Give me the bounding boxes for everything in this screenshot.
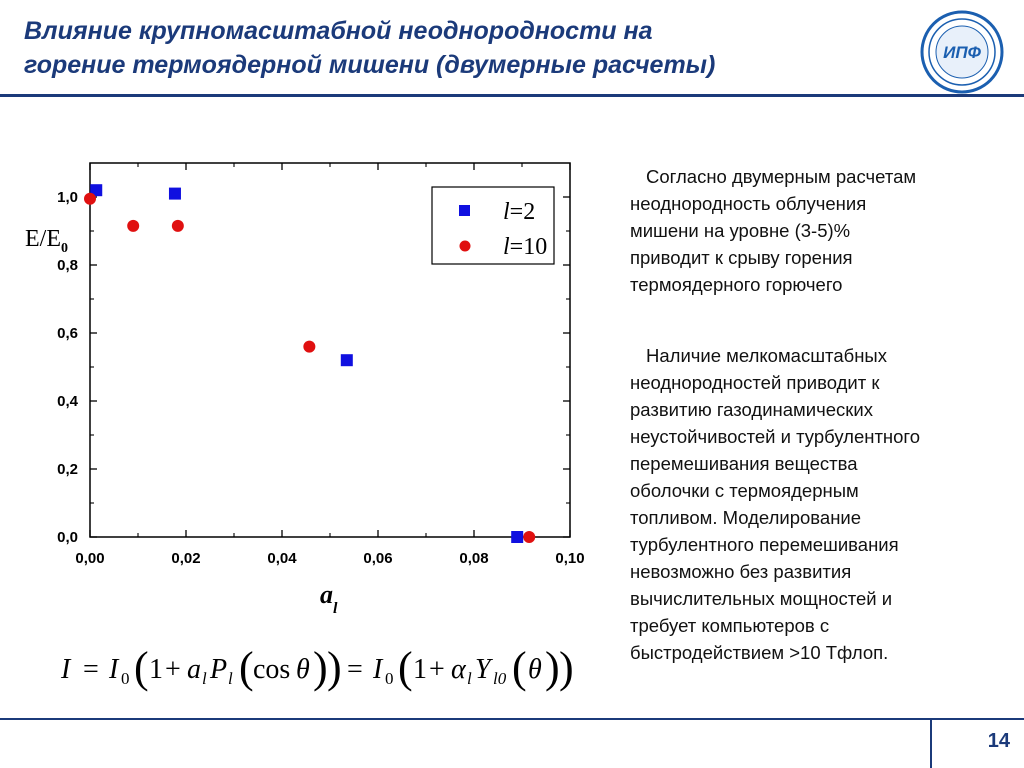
paragraph2-line: перемешивания вещества — [630, 453, 858, 474]
data-point-circle — [127, 220, 139, 232]
y-tick-label: 0,8 — [57, 257, 78, 274]
y-tick-label: 0,0 — [57, 529, 78, 546]
institute-logo-icon — [920, 10, 1004, 94]
paragraph2-line: невозможно без развития — [630, 561, 852, 582]
y-tick-label: 0,4 — [57, 393, 78, 410]
paragraph1-line: мишени на уровне (3-5)% — [630, 220, 851, 241]
formula-theta-2: θ — [528, 654, 542, 685]
formula-alpha: α — [451, 654, 466, 685]
formula-plus: + — [165, 654, 181, 685]
legend-entry-2 — [503, 234, 547, 260]
title-line-2: горение термоядерной мишени (двумерные расчеты) — [24, 51, 716, 79]
formula-one-2: 1 — [413, 654, 427, 685]
data-point-circle — [303, 341, 315, 353]
x-tick-label: 0,06 — [363, 550, 393, 567]
y-tick-label: 0,2 — [57, 461, 78, 478]
formula-P-sub: l — [228, 669, 233, 688]
formula-paren-open-2: ( — [239, 643, 254, 692]
y-axis-label — [25, 226, 68, 256]
legend-entry-2-rest: =10 — [509, 234, 548, 260]
paragraph-burning-disruption — [630, 163, 1000, 298]
data-point-circle — [84, 193, 96, 205]
title-line-1: Влияние крупномасштабной неоднородности на — [24, 17, 653, 45]
formula-paren-close-1: ) — [327, 643, 342, 692]
paragraph2-line: турбулентного перемешивания — [630, 534, 899, 555]
footer-vertical-divider — [930, 718, 932, 768]
data-point-circle — [172, 220, 184, 232]
scatter-chart — [0, 130, 600, 630]
paragraph2-line: неустойчивостей и турбулентного — [630, 426, 921, 447]
legend-entry-1-rest: =2 — [509, 199, 536, 225]
header-divider — [0, 94, 1024, 97]
formula-a-sub: l — [202, 669, 207, 688]
legend — [432, 187, 554, 264]
formula-P: P — [210, 654, 228, 685]
formula-Y: Y — [475, 654, 491, 685]
paragraph2-line: неоднородностей приводит к — [630, 372, 880, 393]
slide-title — [24, 14, 884, 82]
paragraph2-line: Наличие мелкомасштабных — [646, 345, 887, 366]
formula-paren-open-1: ( — [134, 643, 149, 692]
x-tick-label: 0,10 — [555, 550, 585, 567]
x-tick-label: 0,08 — [459, 550, 489, 567]
x-axis-label-main: a — [320, 580, 333, 609]
formula-paren-close-2: ) — [313, 643, 328, 692]
legend-entry-1 — [503, 199, 535, 225]
paragraph2-line: развитию газодинамических — [630, 399, 873, 420]
formula-paren-open-4: ( — [512, 643, 527, 692]
data-point-square — [169, 188, 181, 200]
paragraph1-line: Согласно двумерным расчетам — [646, 166, 917, 187]
formula-alpha-sub: l — [467, 669, 472, 688]
formula-paren-open-3: ( — [398, 643, 413, 692]
data-point-square — [341, 354, 353, 366]
formula-a: a — [187, 654, 201, 685]
legend-marker-circle — [460, 241, 471, 252]
paragraph2-line: вычислительных мощностей и — [630, 588, 893, 609]
legend-entry-2-var: l — [503, 234, 510, 260]
y-axis-label-sub: 0 — [61, 241, 68, 256]
x-tick-label: 0,04 — [267, 550, 297, 567]
x-axis-label — [320, 580, 338, 617]
formula-cos: cos — [253, 654, 291, 685]
paragraph2-line: топливом. Моделирование — [630, 507, 862, 528]
formula-eq-2: = — [347, 654, 363, 685]
page-number: 14 — [987, 730, 1010, 752]
paragraph1-line: приводит к срыву горения — [630, 247, 853, 268]
formula-sub0: 0 — [121, 669, 130, 688]
formula-sub0-2: 0 — [385, 669, 394, 688]
paragraph2-line: оболочки с термоядерным — [630, 480, 859, 501]
formula-I0-2: I — [373, 654, 383, 685]
formula-lhs: I — [61, 654, 71, 685]
data-point-circle — [523, 531, 535, 543]
paragraph1-line: неоднородность облучения — [630, 193, 867, 214]
paragraph1-line: термоядерного горючего — [630, 274, 843, 295]
x-tick-label: 0,02 — [171, 550, 201, 567]
formula-eq-1: = — [83, 654, 99, 685]
formula-plus-2: + — [429, 654, 445, 685]
legend-marker-square — [459, 205, 470, 216]
paragraph-turbulent-mixing — [630, 342, 1000, 666]
formula-theta-1: θ — [296, 654, 310, 685]
footer-divider — [0, 718, 1024, 720]
y-tick-label: 0,6 — [57, 325, 78, 342]
intensity-formula — [55, 640, 585, 700]
paragraph2-line: быстродействием >10 Тфлоп. — [630, 642, 889, 663]
legend-entry-1-var: l — [503, 199, 510, 225]
x-axis-label-sub: l — [333, 600, 338, 617]
formula-one: 1 — [149, 654, 163, 685]
paragraph2-line: требует компьютеров с — [630, 615, 830, 636]
y-axis-label-main: E/E — [25, 226, 61, 252]
logo-text: ИПФ — [943, 43, 981, 62]
x-tick-label: 0,00 — [75, 550, 105, 567]
y-tick-label: 1,0 — [57, 189, 78, 206]
data-point-square — [511, 531, 523, 543]
formula-Y-sub: l0 — [493, 669, 507, 688]
formula-paren-close-3: ) — [559, 643, 574, 692]
formula-paren-close-4: ) — [545, 643, 560, 692]
formula-I0: I — [109, 654, 119, 685]
